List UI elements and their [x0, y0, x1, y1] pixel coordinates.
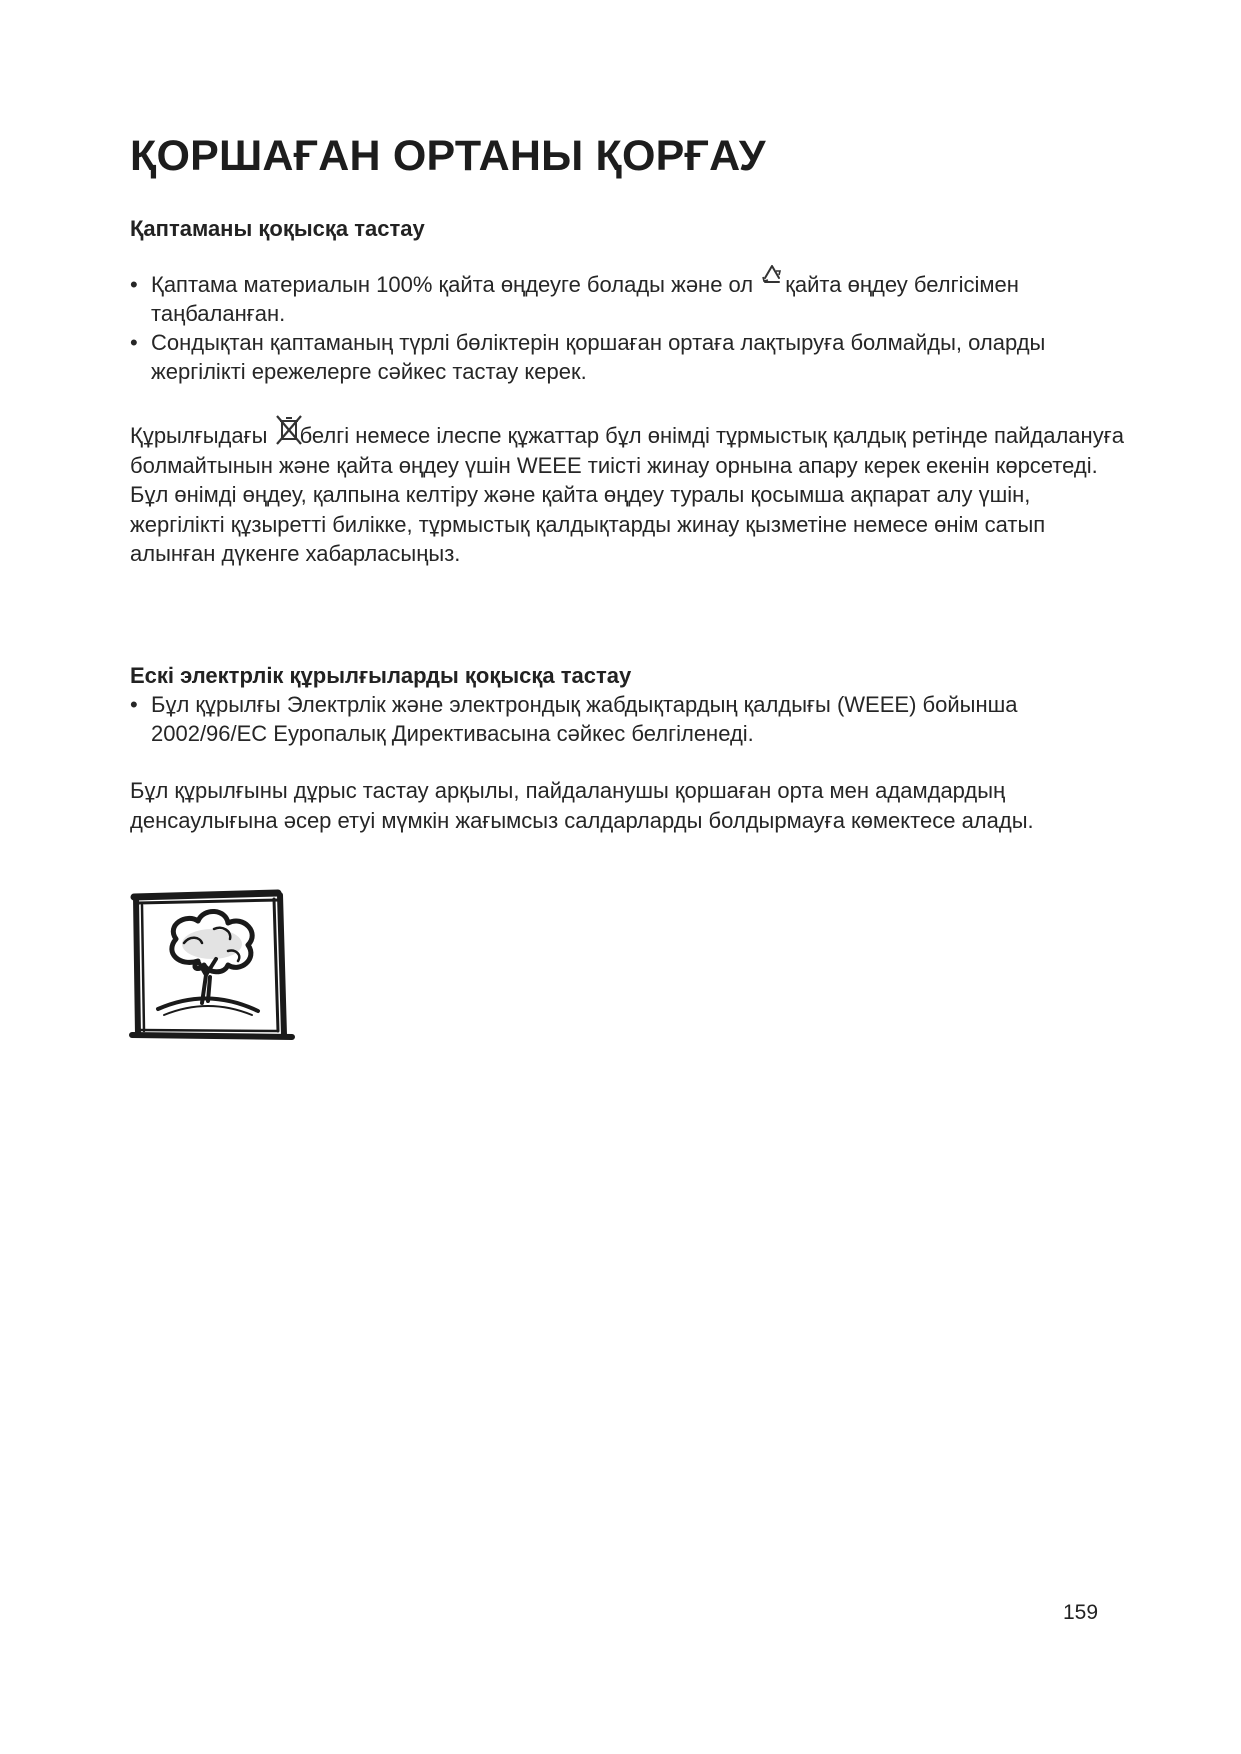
bullet-text: Бұл құрылғы Электрлік және электрондық жабдықтардың қалдығы (WEEE) бойынша 2002/96/EC Еуропалық Директивасына сәйкес белгіленеді. [151, 692, 1018, 746]
bullet-dot: • [130, 692, 138, 717]
appliance-bullet-list [130, 690, 1110, 748]
paragraph-text-part: Құрылғыдағы [130, 423, 274, 448]
weee-paragraph [130, 421, 1130, 569]
bullet-dot: • [130, 330, 138, 355]
bullet-text-part: Қаптама материалын 100% қайта өңдеуге болады және ол [151, 272, 760, 297]
list-item [130, 328, 1110, 386]
bullet-dot: • [130, 272, 138, 297]
packaging-bullet-list [130, 270, 1110, 386]
section-heading-packaging: Қаптаманы қоқысқа тастау [130, 216, 425, 241]
list-item [130, 270, 1110, 328]
bullet-text: Сондықтан қаптаманың түрлі бөліктерін қоршаған ортаға лақтыруға болмайды, оларды жергілікті ережелерге сәйкес тастау керек. [151, 330, 1046, 384]
section-heading-old-appliances: Ескі электрлік құрылғыларды қоқысқа тастау [130, 663, 632, 688]
recycle-icon [759, 272, 785, 294]
page-title: ҚОРШАҒАН ОРТАНЫ ҚОРҒАУ [130, 132, 766, 180]
tree-environment-icon [128, 889, 296, 1041]
paragraph-text-part: белгі немесе ілеспе құжаттар бұл өнімді тұрмыстық қалдық ретінде пайдалануға болмайтынын және қайта өңдеу үшін WEEE тиісті жинау орнына апару керек екенін көрсетеді. [130, 423, 1124, 478]
disposal-paragraph: Бұл құрылғыны дұрыс тастау арқылы, пайдаланушы қоршаған орта мен адамдардың денсаулығына әсер етуі мүмкін жағымсыз салдарларды болдырмауға көмектесе алады. [130, 778, 1034, 833]
paragraph-text: Бұл өнімді өңдеу, қалпына келтіру және қайта өңдеу туралы қосымша ақпарат алу үшін, жергілікті құзыретті билікке, тұрмыстық қалдықтарды жинау қызметіне немесе өнім сатып алынған дүкенге хабарласыңыз. [130, 482, 1046, 566]
list-item [130, 690, 1110, 748]
crossed-bin-icon [274, 423, 300, 445]
bullet-text-part: қайта өңдеу белгісімен таңбаланған. [151, 272, 1019, 326]
page-number: 159 [1063, 1601, 1099, 1624]
